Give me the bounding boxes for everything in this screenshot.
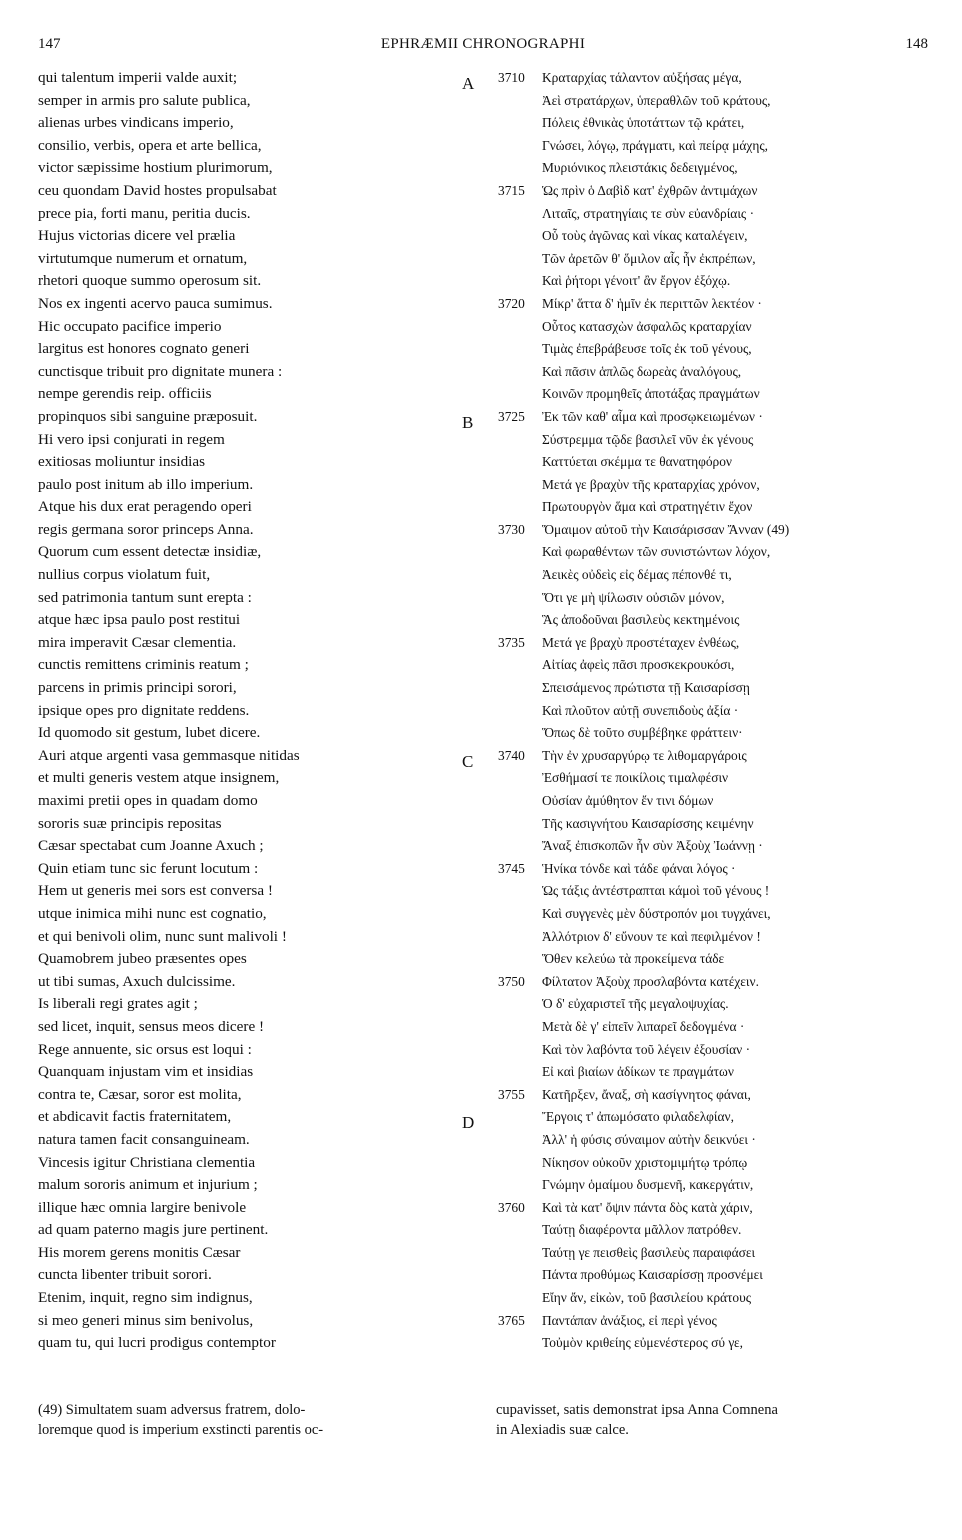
greek-verse-text: Τιμὰς ἐπεβράβευσε τοῖς ἐκ τοῦ γένους, (542, 341, 752, 357)
latin-verse-line: Id quomodo sit gestum, lubet dicere. (38, 724, 261, 742)
greek-verse-text: Εἰ καὶ βιαίων ἀδίκων τε πραγμάτων (542, 1064, 734, 1080)
greek-verse-text: Ἀλλ' ἡ φύσις σύναιμον αὐτὴν δεικνύει · (542, 1131, 756, 1147)
greek-verse-text: Ὅπως δὲ τοῦτο συμβέβηκε φράττειν· (542, 725, 743, 741)
latin-verse-line: victor sæpissime hostium plurimorum, (38, 159, 273, 177)
latin-verse-line: Quorum cum essent detectæ insidiæ, (38, 543, 262, 561)
footnote-line: in Alexiadis suæ calce. (496, 1422, 629, 1438)
latin-verse-line: ipsique opes pro dignitate reddens. (38, 701, 250, 719)
latin-verse-line: largitus est honores cognato generi (38, 340, 250, 358)
greek-verse-line (476, 90, 926, 113)
latin-verse-line: prece pia, forti manu, peritia ducis. (38, 204, 251, 222)
greek-verse-text: Ὅθεν κελεύω τὰ προκείμενα τάδε (542, 951, 725, 967)
greek-verse-text: Εἴην ἄν, εἰκὼν, τοῦ βασιλείου κράτους (542, 1290, 752, 1306)
greek-verse-text: Καὶ τὸν λαβόντα τοῦ λέγειν ἐξουσίαν · (542, 1041, 751, 1057)
section-marker: B (462, 412, 474, 432)
greek-verse-text: Μετά γε βραχὺ προστέταχεν ἐνθέως, (542, 634, 740, 650)
verse-number: 3710 (498, 70, 525, 85)
greek-verse-text: Τὴν ἐν χρυσαργύρῳ τε λιθομαργάροις (542, 747, 747, 763)
greek-verse-line (476, 903, 926, 926)
latin-verse-line: Hic occupato pacifice imperio (38, 317, 222, 335)
latin-verse-line: parcens in primis principi sorori, (38, 679, 237, 697)
greek-verse-line (476, 1219, 926, 1242)
greek-verse-text: Οὐσίαν ἀμύθητον ἔν τινι δόμων (542, 793, 714, 808)
latin-verse-line: Atque his dux erat peragendo operi (38, 498, 252, 516)
greek-verse-text: Ταύτῃ διαφέροντα μᾶλλον πατρόθεν. (542, 1222, 742, 1238)
greek-verse-line (476, 880, 926, 903)
greek-verse-text: Καὶ πλοῦτον αὐτῇ συνεπιδοὺς ἀξία · (542, 702, 739, 718)
greek-verse-line (462, 745, 926, 771)
greek-verse-text: Παντάπαν ἀνάξιος, εἰ περὶ γένος (542, 1312, 717, 1328)
latin-verse-line: Quin etiam tunc sic ferunt locutum : (38, 859, 259, 877)
greek-verse-text: Ἡνίκα τόνδε καὶ τάδε φάναι λόγος · (542, 860, 736, 876)
latin-verse-line: Auri atque argenti vasa gemmasque nitidas (38, 746, 300, 764)
verse-number: 3720 (498, 295, 525, 311)
greek-verse-line (476, 1129, 926, 1152)
page-number-right: 148 (905, 36, 928, 52)
latin-verse-line: utque inimica mihi nunc est cognatio, (38, 904, 267, 922)
greek-verse-line (476, 1016, 926, 1039)
greek-verse-text: Μίκρ' ἅττα δ' ἡμῖν ἐκ περιττῶν λεκτέον · (542, 295, 762, 311)
latin-verse-line: quam tu, qui lucri prodigus contemptor (38, 1334, 276, 1352)
greek-verse-text: Ὁ δ' εὐχαριστεῖ τῆς μεγαλοψυχίας. (542, 996, 729, 1012)
greek-verse-line (476, 338, 926, 361)
latin-verse-line: natura tamen facit consanguineam. (38, 1130, 250, 1148)
greek-verse-text: Ἐσθήμασί τε ποικίλοις τιμαλφέσιν (542, 770, 729, 786)
latin-verse-line: Rege annuente, sic orsus est loqui : (38, 1040, 252, 1058)
greek-verse-line (476, 157, 926, 180)
greek-verse-line (476, 180, 926, 203)
latin-verse-line: Nos ex ingenti acervo pauca sumimus. (38, 294, 273, 312)
greek-verse-line (476, 270, 926, 293)
greek-verse-text: Ἀλλότριον δ' εὔνουν τε καὶ πεφιλμένον ! (542, 928, 761, 944)
greek-verse-line (476, 609, 926, 632)
latin-verse-line: Is liberali regi grates agit ; (38, 995, 198, 1013)
greek-verse-text: Νίκησον οὐκοῦν χριστομιμήτῳ τρόπῳ (542, 1154, 748, 1170)
latin-verse-line: sed licet, inquit, sensus meos dicere ! (38, 1017, 265, 1035)
greek-verse-line (476, 632, 926, 655)
greek-verse-line (476, 722, 926, 745)
greek-verse-text: Σύστρεμμα τῷδε βασιλεῖ νῦν ἐκ γένους (542, 431, 754, 447)
greek-verse-text: Τοὐμὸν κριθείης εὐμενέστερος σύ γε, (542, 1335, 744, 1351)
latin-verse-line: cunctis remittens criminis reatum ; (38, 656, 249, 674)
greek-verse-text: Ἄναξ ἐπισκοπῶν ἦν σὺν Ἀξοὺχ Ἰωάννῃ · (542, 838, 763, 854)
verse-number: 3715 (498, 182, 525, 198)
running-title: EPHRÆMII CHRONOGRAPHI (380, 36, 586, 52)
latin-verse-line: maximi pretii opes in quadam domo (38, 792, 258, 809)
greek-verse-line (476, 767, 926, 790)
greek-verse-text: Οὗτος κατασχὼν ἀσφαλῶς κραταρχίαν (542, 318, 752, 334)
greek-verse-text: Γνώσει, λόγῳ, πράγματι, καὶ πείρᾳ μάχης, (542, 137, 769, 153)
latin-verse-line: sed patrimonia tantum sunt erepta : (38, 588, 252, 606)
greek-verse-text: Μυριόνικος πλειστάκις δεδειγμένος, (542, 160, 738, 176)
greek-verse-line (476, 1197, 926, 1220)
latin-column (38, 67, 468, 1355)
latin-verse-line: et multi generis vestem atque insignem, (38, 769, 280, 787)
section-marker: C (462, 751, 474, 771)
latin-verse-line: alienas urbes vindicans imperio, (38, 114, 234, 132)
latin-verse-line: nempe gerendis reip. officiis (38, 385, 212, 403)
greek-verse-line (476, 361, 926, 384)
greek-verse-line (476, 1242, 926, 1265)
latin-verse-line: Cæsar spectabat cum Joanne Axuch ; (38, 837, 264, 855)
verse-number: 3755 (498, 1086, 525, 1102)
latin-verse-line: cunctisque tribuit pro dignitate munera : (38, 362, 283, 380)
greek-verse-text: Σπεισάμενος πρώτιστα τῇ Καισαρίσσῃ (542, 680, 750, 696)
latin-verse-line: consilio, verbis, opera et arte bellica, (38, 136, 262, 154)
greek-verse-line (476, 1084, 926, 1107)
greek-verse-line (476, 474, 926, 497)
greek-verse-text: Τῶν ἀρετῶν θ' ὅμιλον αἷς ἦν ἐκπρέπων, (542, 250, 756, 266)
latin-verse-line: sororis suæ principis repositas (38, 814, 222, 832)
greek-verse-line (476, 971, 926, 994)
greek-verse-line (476, 1287, 926, 1310)
greek-verse-text: Ὅμαιμον αὐτοῦ τὴν Καισάρισσαν Ἄνναν (49) (542, 521, 790, 537)
latin-verse-line: malum sororis animum et injurium ; (38, 1176, 258, 1194)
page-number-left: 147 (38, 36, 61, 52)
verse-number: 3760 (498, 1199, 525, 1215)
greek-verse-line (476, 1332, 926, 1355)
greek-verse-text: Ὡς τάξις ἀντέστραπται κάμοὶ τοῦ γένους ! (542, 883, 770, 899)
footnote-line: cupavisset, satis demonstrat ipsa Anna Comnena (496, 1402, 778, 1418)
greek-verse-text: Πόλεις ἐθνικὰς ὑποτάττων τῷ κράτει, (542, 115, 745, 131)
greek-verse-line (476, 700, 926, 723)
latin-verse-line: atque hæc ipsa paulo post restitui (38, 611, 241, 629)
greek-verse-line (476, 1061, 926, 1084)
greek-verse-line (476, 541, 926, 564)
footnote-left (38, 1400, 458, 1440)
greek-verse-text: Οὗ τοὺς ἀγῶνας καὶ νίκας καταλέγειν, (542, 228, 748, 244)
greek-verse-line (476, 813, 926, 836)
greek-verse-line (476, 1039, 926, 1062)
latin-verse-line: ad quam paterno magis jure pertinent. (38, 1221, 269, 1239)
verse-number: 3750 (498, 973, 525, 989)
latin-verse-line: cuncta libenter tribuit sorori. (38, 1266, 212, 1284)
latin-verse-line: Vincesis igitur Christiana clementia (38, 1153, 256, 1171)
latin-verse-line: illique hæc omnia largire benivole (38, 1198, 247, 1216)
greek-verse-line (476, 519, 926, 542)
greek-verse-text: Καὶ ῥήτορι γένοιτ' ἂν ἔργον ἐξόχῳ. (542, 273, 731, 289)
latin-verse-line: ut tibi sumas, Axuch dulcissime. (38, 972, 236, 990)
greek-verse-text: Ἔργοις τ' ἀπωμόσατο φιλαδελφίαν, (542, 1109, 734, 1125)
greek-verse-line (476, 383, 926, 406)
greek-verse-text: Καὶ πᾶσιν ἁπλῶς δωρεὰς ἀναλόγους, (542, 363, 742, 379)
latin-verse-line: mira imperavit Cæsar clementia. (38, 633, 237, 651)
greek-verse-text: Μετὰ δὲ γ' εἰπεῖν λιπαρεῖ δεδογμένα · (542, 1018, 745, 1034)
verse-number: 3735 (498, 634, 525, 650)
latin-verse-line: et qui benivoli olim, nunc sunt malivoli ! (38, 927, 287, 945)
latin-verse-line: Quamobrem jubeo præsentes opes (38, 950, 247, 968)
latin-verse-line: virtutumque numerum et ornatum, (38, 249, 248, 267)
greek-verse-line (476, 293, 926, 316)
greek-verse-text: Μετά γε βραχὺν τῆς κραταρχίας χρόνον, (542, 476, 760, 492)
latin-verse-line: His morem gerens monitis Cæsar (38, 1243, 241, 1261)
greek-verse-text: Καττύεται σκέμμα τε θανατηφόρον (542, 454, 732, 470)
greek-verse-line (462, 1106, 926, 1133)
greek-verse-text: Ταύτῃ γε πεισθεὶς βασιλεὺς παραιφάσει (542, 1244, 756, 1260)
greek-verse-text: Ὅτι γε μὴ ψίλωσιν οὐσιῶν μόνον, (542, 589, 725, 605)
latin-verse-line: semper in armis pro salute publica, (38, 91, 251, 109)
greek-verse-line (476, 993, 926, 1016)
greek-verse-text: Κοινῶν προμηθεῖς ἀποτάξας πραγμάτων (542, 386, 760, 402)
greek-verse-text: Φίλτατον Ἀξοὺχ προσλαβόντα κατέχειν. (542, 973, 759, 989)
greek-verse-line (476, 948, 926, 971)
greek-verse-line (476, 587, 926, 610)
latin-verse-line: exitiosas moliuntur insidias (38, 453, 206, 471)
latin-verse-line: propinquos sibi sanguine præposuit. (38, 407, 258, 425)
latin-verse-line: et abdicavit factis fraternitatem, (38, 1108, 232, 1126)
greek-verse-line (476, 225, 926, 248)
greek-verse-text: Ἀεὶ στρατάρχων, ὑπεραθλῶν τοῦ κράτους, (542, 92, 771, 108)
greek-verse-text: Ἐκ τῶν καθ' αἷμα καὶ προσῳκειωμένων · (542, 408, 763, 424)
latin-verse-line: ceu quondam David hostes propulsabat (38, 181, 277, 199)
greek-verse-text: Καὶ φωραθέντων τῶν συνιστώντων λόχον, (542, 544, 771, 560)
greek-verse-line (476, 135, 926, 158)
greek-verse-line (476, 496, 926, 519)
latin-verse-line: si meo generi minus sim benivolus, (38, 1311, 254, 1329)
latin-verse-line: rhetori quoque summo operosum sit. (38, 272, 262, 290)
latin-verse-line: nullius corpus violatum fuit, (38, 566, 211, 584)
verse-number: 3730 (498, 521, 525, 537)
greek-verse-line (476, 451, 926, 474)
latin-verse-line: Hujus victorias dicere vel prælia (38, 227, 236, 245)
greek-verse-line (476, 858, 926, 881)
latin-verse-line: paulo post initum ab illo imperium. (38, 475, 254, 493)
latin-verse-line: qui talentum imperii valde auxit; (38, 69, 238, 86)
verse-number: 3725 (498, 408, 525, 424)
greek-verse-line (476, 790, 926, 813)
greek-verse-text: Κατῆρξεν, ἄναξ, σὴ κασίγνητος φάναι, (542, 1086, 751, 1102)
greek-verse-line (476, 316, 926, 339)
footnote-line: (49) Simultatem suam adversus fratrem, dolo- (38, 1402, 306, 1418)
greek-verse-line (476, 1152, 926, 1175)
greek-column (462, 67, 926, 1355)
greek-verse-text: Ἀεικὲς οὐδεὶς εἰς δέμας πέπονθέ τι, (542, 567, 732, 583)
greek-verse-text: Ἃς ἀποδοῦναι βασιλεὺς κεκτημένοις (542, 612, 740, 628)
greek-verse-line (476, 654, 926, 677)
greek-verse-line (476, 203, 926, 226)
latin-verse-line: Hi vero ipsi conjurati in regem (38, 430, 225, 448)
greek-verse-line (462, 67, 926, 93)
greek-verse-line (476, 112, 926, 135)
verse-number: 3765 (498, 1312, 525, 1328)
latin-verse-line: Quanquam injustam vim et insidias (38, 1063, 254, 1081)
footnote-right (496, 1400, 936, 1440)
greek-verse-line (476, 1310, 926, 1333)
latin-verse-line: Hem ut generis mei sors est conversa ! (38, 882, 273, 900)
greek-verse-text: Τῆς κασιγνήτου Καισαρίσσης κειμένην (542, 815, 754, 831)
greek-verse-text: Κραταρχίας τάλαντον αὐξήσας μέγα, (542, 70, 742, 85)
greek-verse-line (476, 835, 926, 858)
greek-verse-text: Αἰτίας ἀφεὶς πᾶσι προσκεκρουκόσι, (542, 657, 735, 673)
greek-verse-text: Καὶ τὰ κατ' ὄψιν πάντα δὸς κατὰ χάριν, (542, 1199, 753, 1215)
greek-verse-line (476, 926, 926, 949)
greek-verse-line (476, 1264, 926, 1287)
latin-verse-line: contra te, Cæsar, soror est molita, (38, 1085, 242, 1103)
greek-verse-text: Καὶ συγγενὲς μὲν δύστροπόν μοι τυγχάνει, (542, 905, 771, 921)
running-header (38, 36, 928, 58)
section-marker: A (462, 74, 475, 93)
latin-verse-line: regis germana soror princeps Anna. (38, 520, 254, 538)
greek-verse-text: Πρωτουργὸν ἅμα καὶ στρατηγέτιν ἔχον (542, 499, 753, 515)
greek-verse-line (476, 429, 926, 452)
greek-verse-line (476, 677, 926, 700)
latin-verse-line: Etenim, inquit, regno sim indignus, (38, 1289, 253, 1307)
footnote-line: loremque quod is imperium exstincti parentis oc- (38, 1422, 324, 1438)
greek-verse-line (476, 248, 926, 271)
greek-verse-line (476, 1174, 926, 1197)
greek-verse-line (476, 564, 926, 587)
greek-verse-text: Πάντα προθύμως Καισαρίσσῃ προσνέμει (542, 1267, 763, 1283)
greek-verse-line (462, 406, 926, 432)
greek-verse-text: Ὡς πρὶν ὁ Δαβὶδ κατ' ἐχθρῶν ἀντιμάχων (542, 182, 758, 198)
greek-verse-text: Γνώμην ὁμαίμου δυσμενῆ, κακεργάτιν, (542, 1177, 754, 1193)
greek-verse-text: Λιταῖς, στρατηγίαις τε σὺν εὐανδρίαις · (542, 205, 755, 221)
section-marker: D (462, 1113, 475, 1133)
verse-number: 3745 (498, 860, 525, 876)
verse-number: 3740 (498, 747, 525, 763)
